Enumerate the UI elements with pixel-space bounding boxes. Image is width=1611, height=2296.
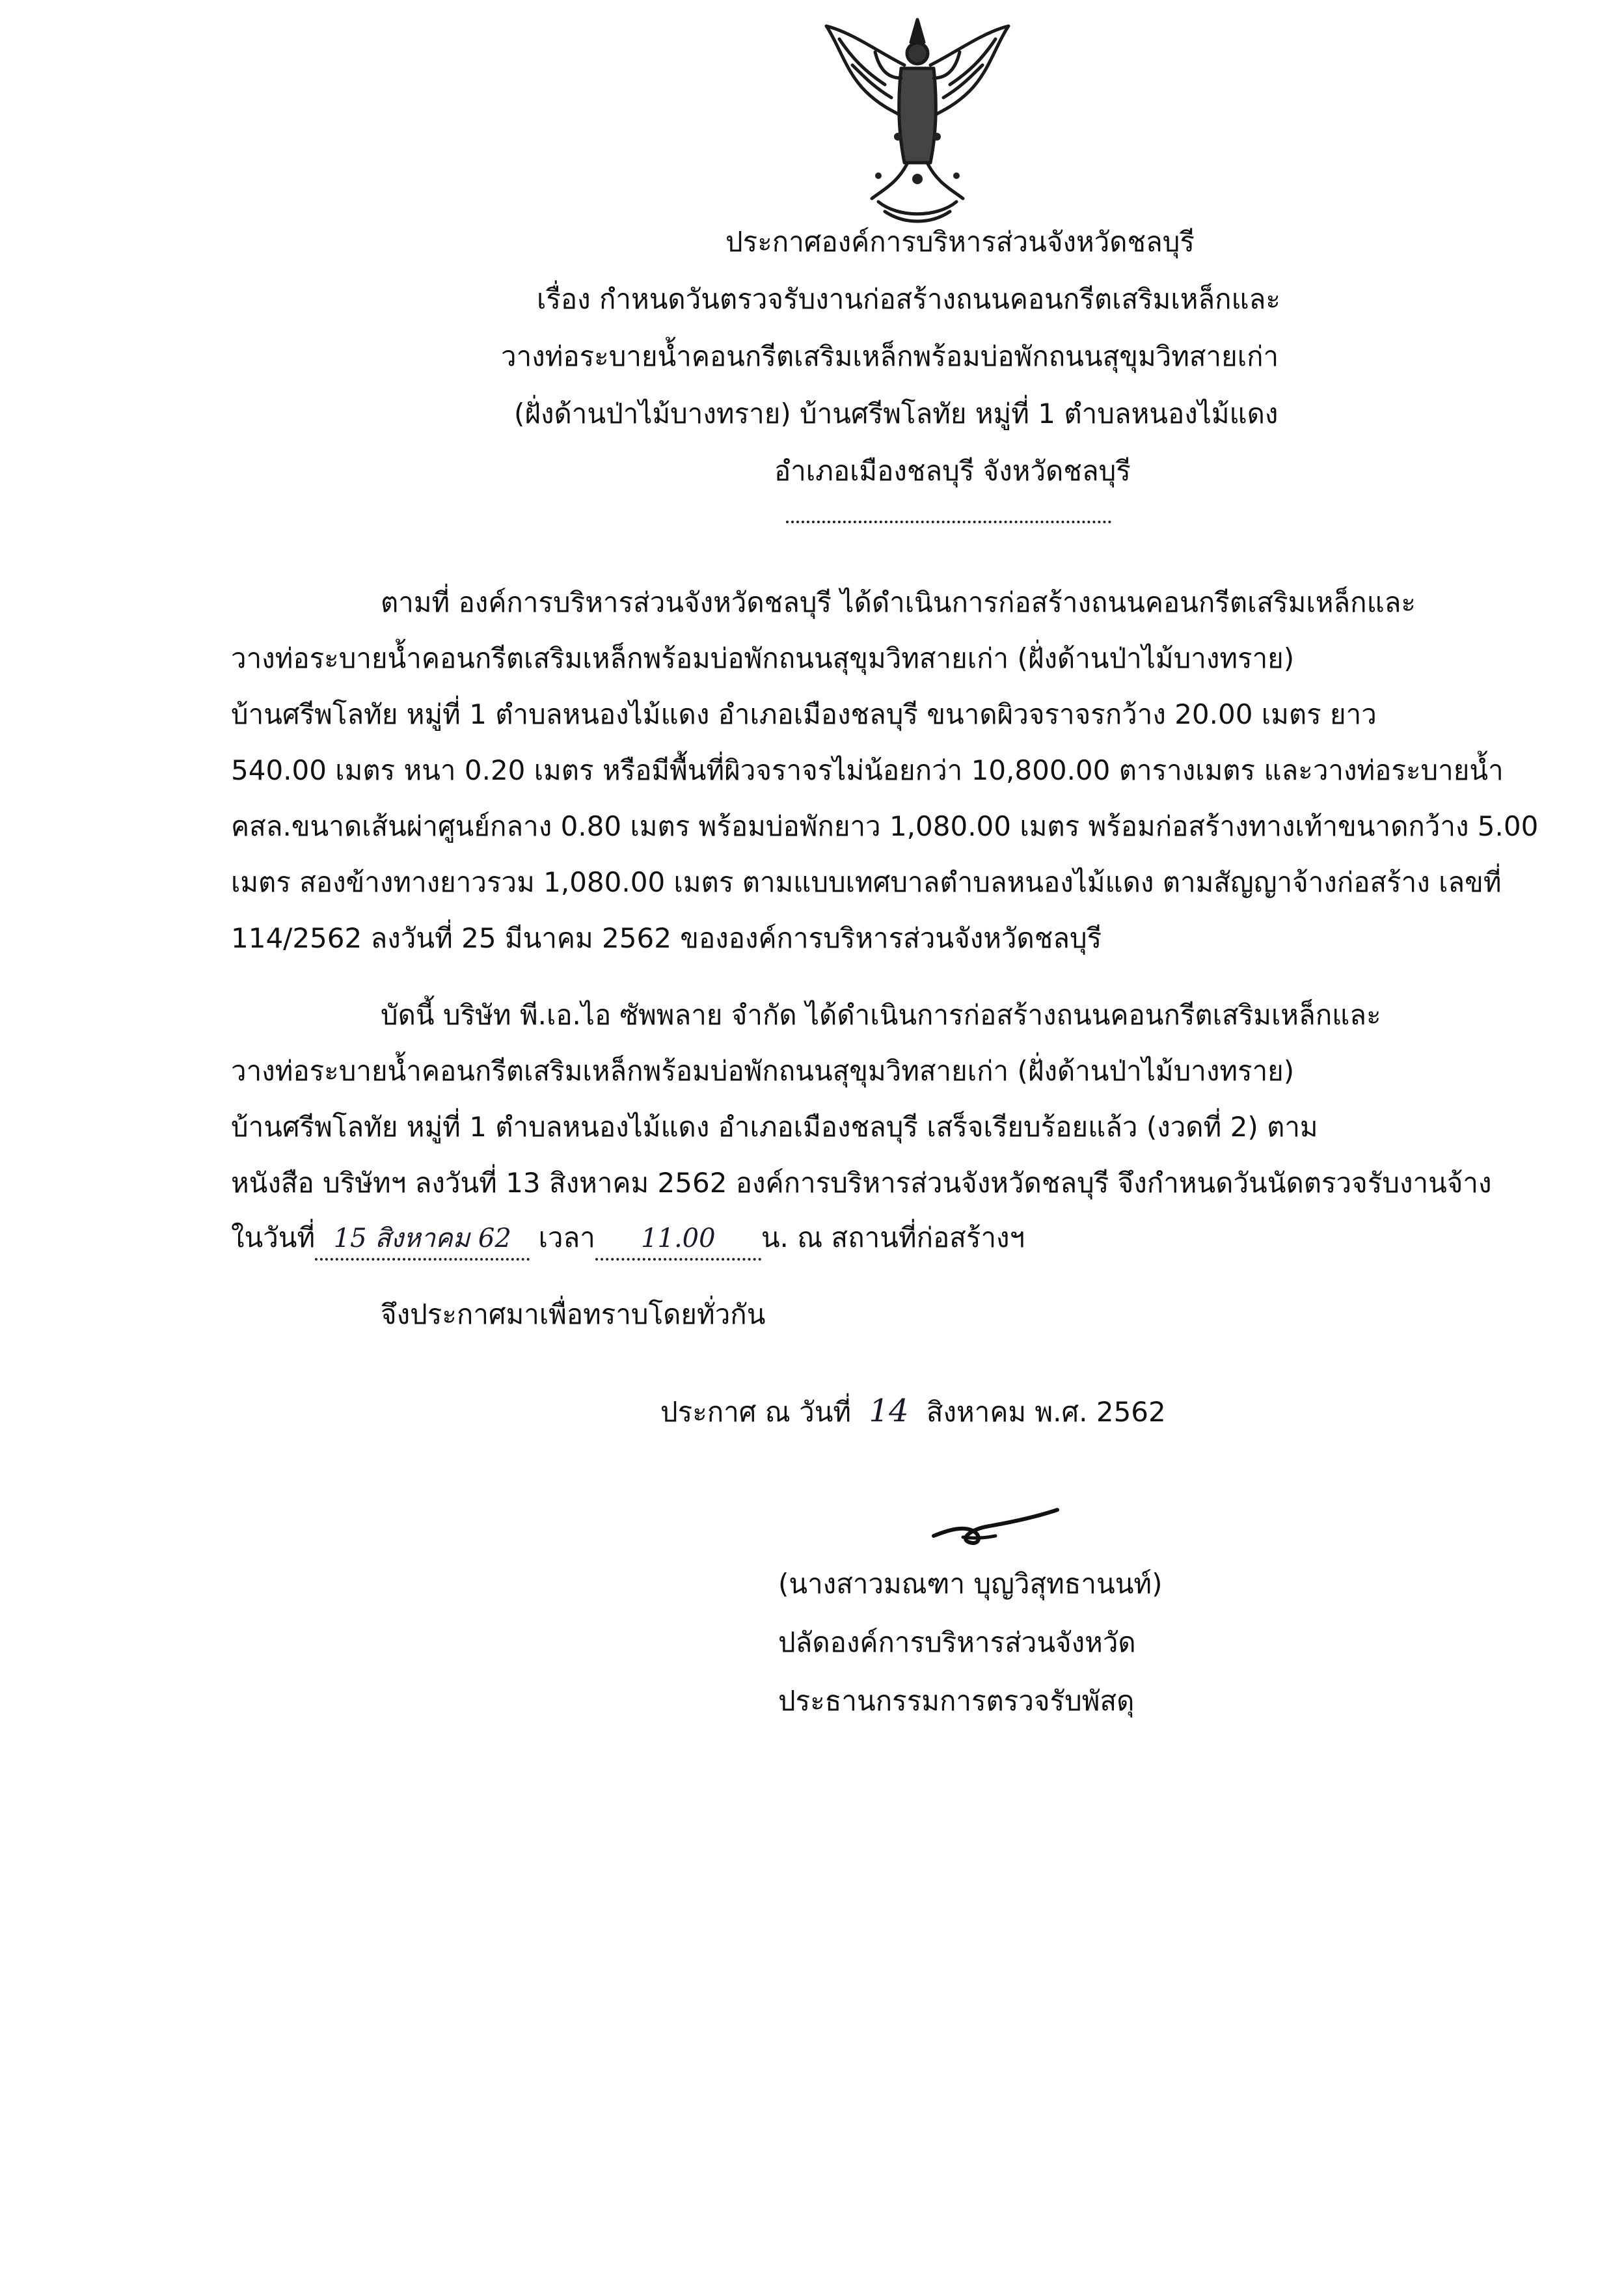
signatory-name: (นางสาวมณฑา บุญวิสุทธานนท์) [778, 1568, 1163, 1600]
announce-date-suffix: สิงหาคม พ.ศ. 2562 [926, 1396, 1166, 1428]
subject-line-1: เรื่อง กำหนดวันตรวจรับงานก่อสร้างถนนคอนกรีตเสริมเหล็กและ [537, 283, 1280, 315]
signature-icon [924, 1490, 1067, 1555]
announce-day-handwritten: 14 [869, 1393, 909, 1429]
subject-line-3: (ฝั่งด้านป่าไม้บางทราย) บ้านศรีพโลทัย หมู่ที่ 1 ตำบลหนองไม้แดง [514, 398, 1279, 430]
document-title: ประกาศองค์การบริหารส่วนจังหวัดชลบุรี [725, 226, 1195, 258]
inspection-date-handwritten: 15 สิงหาคม 62 [333, 1223, 511, 1253]
signatory-position-1: ปลัดองค์การบริหารส่วนจังหวัด [778, 1626, 1136, 1658]
signatory-position-2: ประธานกรรมการตรวจรับพัสดุ [778, 1685, 1135, 1717]
para2-line-2: วางท่อระบายน้ำคอนกรีตเสริมเหล็กพร้อมบ่อพักถนนสุขุมวิทสายเก่า (ฝั่งด้านป่าไม้บางทราย) [231, 1055, 1295, 1087]
para1-line-5: คสล.ขนาดเส้นผ่าศูนย์กลาง 0.80 เมตร พร้อมบ่อพักยาว 1,080.00 เมตร พร้อมก่อสร้างทางเท้าขนาดกว้าง 5.00 [231, 810, 1539, 842]
para1-line-6: เมตร สองข้างทางยาวรวม 1,080.00 เมตร ตามแบบเทศบาลตำบลหนองไม้แดง ตามสัญญาจ้างก่อสร้าง เลขที่ [231, 866, 1502, 898]
para2-line-3: บ้านศรีพโลทัย หมู่ที่ 1 ตำบลหนองไม้แดง อำเภอเมืองชลบุรี เสร็จเรียบร้อยแล้ว (งวดที่ 2) ตาม [231, 1111, 1318, 1143]
inspection-date-blank [315, 1218, 530, 1261]
inspection-prefix: ในวันที่ [231, 1222, 316, 1253]
para1-line-1: ตามที่ องค์การบริหารส่วนจังหวัดชลบุรี ได้ดำเนินการก่อสร้างถนนคอนกรีตเสริมเหล็กและ [381, 586, 1416, 618]
para1-line-4: 540.00 เมตร หนา 0.20 เมตร หรือมีพื้นที่ผิวจราจรไม่น้อยกว่า 10,800.00 ตารางเมตร และวางท่อระบายน้ำ [231, 754, 1504, 786]
subject-line-2: วางท่อระบายน้ำคอนกรีตเสริมเหล็กพร้อมบ่อพักถนนสุขุมวิทสายเก่า [501, 340, 1279, 372]
para1-line-2: วางท่อระบายน้ำคอนกรีตเสริมเหล็กพร้อมบ่อพักถนนสุขุมวิทสายเก่า (ฝั่งด้านป่าไม้บางทราย) [231, 642, 1295, 674]
inspection-time-handwritten: 11.00 [641, 1223, 716, 1253]
para2-line-4: หนังสือ บริษัทฯ ลงวันที่ 13 สิงหาคม 2562 องค์การบริหารส่วนจังหวัดชลบุรี จึงกำหนดวันนัดตรวจรับงานจ้าง [231, 1167, 1492, 1199]
garuda-emblem-icon [800, 7, 1035, 228]
inspection-line [231, 1218, 1025, 1261]
closing-statement: จึงประกาศมาเพื่อทราบโดยทั่วกัน [381, 1298, 766, 1330]
inspection-suffix: น. ณ สถานที่ก่อสร้างฯ [761, 1222, 1025, 1253]
para2-line-1: บัดนี้ บริษัท พี.เอ.ไอ ซัพพลาย จำกัด ได้ดำเนินการก่อสร้างถนนคอนกรีตเสริมเหล็กและ [381, 999, 1381, 1031]
para1-line-3: บ้านศรีพโลทัย หมู่ที่ 1 ตำบลหนองไม้แดง อำเภอเมืองชลบุรี ขนาดผิวจราจรกว้าง 20.00 เมตร ยาว [231, 698, 1377, 730]
announce-date-prefix: ประกาศ ณ วันที่ [660, 1396, 852, 1428]
subject-line-4: อำเภอเมืองชลบุรี จังหวัดชลบุรี [774, 455, 1131, 487]
announce-date-line [660, 1391, 1166, 1432]
para1-line-7: 114/2562 ลงวันที่ 25 มีนาคม 2562 ขององค์การบริหารส่วนจังหวัดชลบุรี [231, 922, 1102, 954]
header-separator [786, 521, 1111, 523]
inspection-time-label: เวลา [538, 1222, 595, 1253]
inspection-time-blank [595, 1218, 761, 1261]
